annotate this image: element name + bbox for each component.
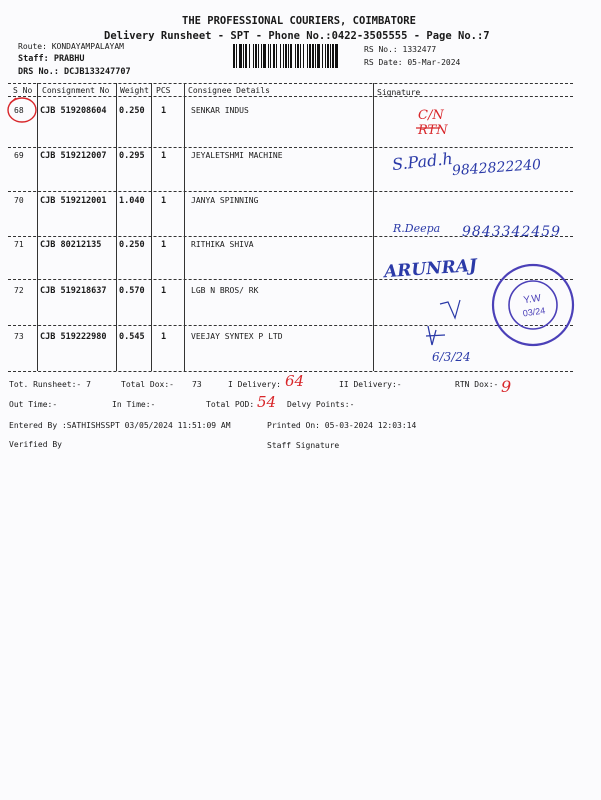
- row-consignment: CJB 519208604: [40, 106, 107, 116]
- barcode-bar: [315, 44, 316, 68]
- row-sno: 72: [14, 286, 24, 295]
- in-time-label: In Time:-: [112, 400, 156, 409]
- row-sno: 73: [14, 332, 24, 341]
- handwritten-delivery-count: 64: [285, 372, 305, 390]
- table-header-rule: [8, 96, 573, 97]
- barcode-bar: [285, 44, 287, 68]
- rs-number: RS No.: 1332477: [364, 45, 437, 54]
- handwritten-signature: S.Pad.h: [391, 148, 454, 175]
- handwritten-pod-count: 54: [257, 393, 277, 411]
- handwritten-signature: ARUNRAJ: [383, 255, 478, 283]
- row-pcs: 1: [161, 332, 167, 342]
- handwritten-name: R.Deepa: [393, 222, 441, 235]
- col-header-signature: Signature: [377, 88, 421, 97]
- barcode-bar: [330, 44, 331, 68]
- barcode-bar: [245, 44, 247, 68]
- printed-on: Printed On: 05-03-2024 12:03:14: [267, 421, 417, 430]
- row-weight: 0.570: [119, 286, 145, 296]
- barcode-bar: [233, 44, 235, 68]
- barcode-bar: [239, 44, 242, 68]
- barcode-bar: [243, 44, 244, 68]
- barcode-bar: [327, 44, 329, 68]
- company-title: THE PROFESSIONAL COURIERS, COIMBATORE: [182, 15, 416, 27]
- total-dox-label: Total Dox:-: [121, 380, 174, 389]
- entered-by: Entered By :SATHISHSSPT 03/05/2024 11:51:09 AM: [9, 421, 231, 430]
- barcode-bar: [309, 44, 311, 68]
- row-consignee: JEYALETSHMI MACHINE: [191, 151, 283, 160]
- row-consignee: SENKAR INDUS: [191, 106, 249, 115]
- handwritten-rtn-count: 9: [501, 377, 512, 396]
- barcode-bar: [295, 44, 296, 68]
- row-pcs: 1: [161, 196, 167, 206]
- row-consignee: RITHIKA SHIVA: [191, 240, 254, 249]
- handwritten-phone: 9842822240: [451, 156, 542, 180]
- drs-number: DRS No.: DCJB133247707: [18, 67, 131, 77]
- col-header-sno: S No: [13, 86, 33, 95]
- col-header-consignee: Consignee Details: [188, 86, 270, 95]
- barcode-bar: [290, 44, 292, 68]
- verified-by-label: Verified By: [9, 440, 62, 449]
- row-consignment: CJB 519222980: [40, 332, 107, 342]
- out-time-label: Out Time:-: [9, 400, 58, 409]
- row-rule: [8, 191, 573, 192]
- barcode-bar: [268, 44, 269, 68]
- row-consignment: CJB 519212007: [40, 151, 107, 161]
- barcode-bar: [317, 44, 320, 68]
- barcode-bar: [332, 44, 334, 68]
- col-divider: [37, 83, 38, 371]
- row-consignee: LGB N BROS/ RK: [191, 286, 259, 295]
- total-runsheet: Tot. Runsheet:- 7: [9, 380, 91, 389]
- barcode-bar: [276, 44, 277, 68]
- barcode-bar: [335, 44, 338, 68]
- route-label: Route: KONDAYAMPALAYAM: [18, 42, 124, 51]
- handwritten-phone: 9843342459: [462, 224, 562, 240]
- ii-delivery-label: II Delivery:-: [339, 380, 402, 389]
- barcode-bar: [303, 44, 304, 68]
- col-header-consignment: Consignment No: [42, 86, 110, 95]
- row-rule: [8, 325, 573, 326]
- runsheet-title: Delivery Runsheet - SPT - Phone No.:0422-3505555 - Page No.:7: [104, 30, 490, 42]
- col-header-pcs: PCS: [156, 86, 171, 95]
- row-weight: 0.250: [119, 240, 145, 250]
- staff-signature-label: Staff Signature: [267, 441, 340, 450]
- barcode-bar: [325, 44, 326, 68]
- row-weight: 0.295: [119, 151, 145, 161]
- col-divider: [184, 83, 185, 371]
- barcode-bar: [322, 44, 323, 68]
- row-pcs: 1: [161, 240, 167, 250]
- row-weight: 1.040: [119, 196, 145, 206]
- svg-text:03/24: 03/24: [522, 305, 546, 319]
- barcode-bar: [253, 44, 254, 68]
- col-header-weight: Weight: [120, 86, 149, 95]
- col-divider: [151, 83, 152, 371]
- row-pcs: 1: [161, 286, 167, 296]
- row-sno: 68: [14, 106, 24, 115]
- row-consignment: CJB 519218637: [40, 286, 107, 296]
- barcode-bar: [273, 44, 275, 68]
- barcode-bar: [300, 44, 301, 68]
- barcode-bar: [261, 44, 262, 68]
- barcode-bar: [307, 44, 308, 68]
- barcode-bar: [263, 44, 266, 68]
- row-weight: 0.545: [119, 332, 145, 342]
- handwritten-date: 6/3/24: [432, 350, 471, 364]
- total-pod-label: Total POD:: [206, 400, 255, 409]
- company-stamp: [493, 265, 573, 345]
- total-dox-value: 73: [192, 380, 202, 389]
- row-consignment: CJB 80212135: [40, 240, 102, 250]
- signature-scribble: [426, 326, 445, 345]
- handwritten-rtn-mark: RTN: [418, 123, 448, 138]
- row-consignee: JANYA SPINNING: [191, 196, 259, 205]
- row-rule: [8, 279, 573, 280]
- barcode-bar: [280, 44, 281, 68]
- handwritten-cn-mark: C/N: [418, 108, 444, 123]
- table-top-rule: [8, 83, 573, 84]
- barcode-bar: [255, 44, 257, 68]
- row-sno: 69: [14, 151, 24, 160]
- barcode-bar: [297, 44, 299, 68]
- barcode-bar: [258, 44, 259, 68]
- barcode-bar: [236, 44, 237, 68]
- row-sno: 71: [14, 240, 24, 249]
- i-delivery-label: I Delivery:: [228, 380, 281, 389]
- delvy-points-label: Delvy Points:-: [287, 400, 355, 409]
- red-tick-mark: [10, 98, 16, 103]
- row-sno: 70: [14, 196, 24, 205]
- barcode-bar: [283, 44, 284, 68]
- row-weight: 0.250: [119, 106, 145, 116]
- pen-stroke: [440, 300, 460, 318]
- row-consignment: CJB 519212001: [40, 196, 107, 206]
- staff-label: Staff: PRABHU: [18, 54, 85, 64]
- col-divider: [116, 83, 117, 371]
- barcode-bar: [270, 44, 271, 68]
- rtn-dox-label: RTN Dox:-: [455, 380, 499, 389]
- col-divider: [373, 83, 374, 371]
- svg-text:Y.W: Y.W: [522, 292, 542, 307]
- row-pcs: 1: [161, 106, 167, 116]
- row-consignee: VEEJAY SYNTEX P LTD: [191, 332, 283, 341]
- rs-date: RS Date: 05-Mar-2024: [364, 58, 461, 67]
- barcode-bar: [249, 44, 250, 68]
- barcode-bar: [288, 44, 289, 68]
- row-pcs: 1: [161, 151, 167, 161]
- row-rule: [8, 147, 573, 148]
- barcode-bar: [312, 44, 314, 68]
